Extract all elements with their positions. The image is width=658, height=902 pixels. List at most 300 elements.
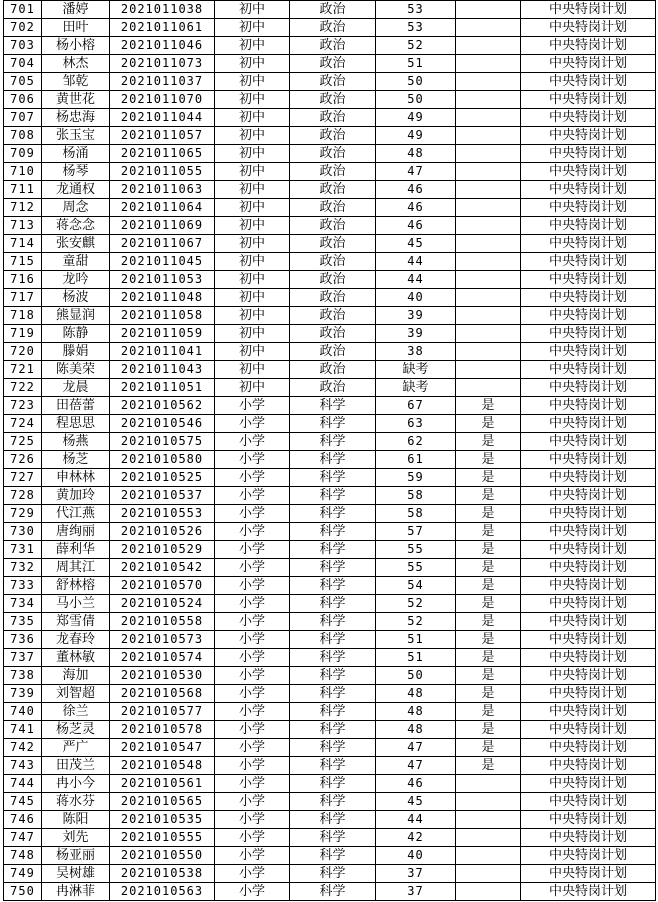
subject-cell: 政治 <box>290 361 376 379</box>
program-cell: 中央特岗计划 <box>521 649 656 667</box>
table-row <box>4 559 656 577</box>
qualified-cell <box>456 55 521 73</box>
level-cell: 小学 <box>215 739 290 757</box>
qualified-cell <box>456 811 521 829</box>
exam-id-cell: 2021011057 <box>110 127 215 145</box>
level-cell: 小学 <box>215 811 290 829</box>
qualified-cell <box>456 91 521 109</box>
qualified-cell <box>456 847 521 865</box>
exam-id-cell: 2021011038 <box>110 1 215 19</box>
name-cell: 程思思 <box>42 415 110 433</box>
subject-cell: 政治 <box>290 37 376 55</box>
qualified-cell: 是 <box>456 595 521 613</box>
name-cell: 杨小榕 <box>42 37 110 55</box>
program-cell: 中央特岗计划 <box>521 199 656 217</box>
level-cell: 小学 <box>215 505 290 523</box>
qualified-cell: 是 <box>456 433 521 451</box>
name-cell: 杨芝灵 <box>42 721 110 739</box>
score-cell: 51 <box>376 631 456 649</box>
exam-id-cell: 2021010537 <box>110 487 215 505</box>
exam-id-cell: 2021010538 <box>110 865 215 883</box>
name-cell: 杨琴 <box>42 163 110 181</box>
serial-cell: 730 <box>4 523 42 541</box>
subject-cell: 科学 <box>290 793 376 811</box>
exam-id-cell: 2021010573 <box>110 631 215 649</box>
level-cell: 小学 <box>215 451 290 469</box>
table-row <box>4 361 656 379</box>
level-cell: 初中 <box>215 253 290 271</box>
program-cell: 中央特岗计划 <box>521 667 656 685</box>
name-cell: 林杰 <box>42 55 110 73</box>
serial-cell: 705 <box>4 73 42 91</box>
score-cell: 62 <box>376 433 456 451</box>
level-cell: 小学 <box>215 433 290 451</box>
level-cell: 小学 <box>215 487 290 505</box>
qualified-cell: 是 <box>456 649 521 667</box>
subject-cell: 政治 <box>290 145 376 163</box>
serial-cell: 722 <box>4 379 42 397</box>
exam-id-cell: 2021010524 <box>110 595 215 613</box>
subject-cell: 科学 <box>290 865 376 883</box>
qualified-cell <box>456 163 521 181</box>
table-row <box>4 109 656 127</box>
program-cell: 中央特岗计划 <box>521 595 656 613</box>
level-cell: 小学 <box>215 631 290 649</box>
table-row <box>4 253 656 271</box>
program-cell: 中央特岗计划 <box>521 271 656 289</box>
score-cell: 44 <box>376 271 456 289</box>
level-cell: 初中 <box>215 1 290 19</box>
serial-cell: 702 <box>4 19 42 37</box>
program-cell: 中央特岗计划 <box>521 739 656 757</box>
level-cell: 小学 <box>215 541 290 559</box>
subject-cell: 科学 <box>290 469 376 487</box>
score-cell: 50 <box>376 91 456 109</box>
score-cell: 50 <box>376 667 456 685</box>
exam-id-cell: 2021011046 <box>110 37 215 55</box>
exam-id-cell: 2021010561 <box>110 775 215 793</box>
exam-id-cell: 2021010562 <box>110 397 215 415</box>
name-cell: 张玉宝 <box>42 127 110 145</box>
serial-cell: 711 <box>4 181 42 199</box>
name-cell: 龙春玲 <box>42 631 110 649</box>
serial-cell: 708 <box>4 127 42 145</box>
serial-cell: 745 <box>4 793 42 811</box>
level-cell: 初中 <box>215 379 290 397</box>
level-cell: 初中 <box>215 289 290 307</box>
serial-cell: 742 <box>4 739 42 757</box>
table-row <box>4 37 656 55</box>
table-row <box>4 181 656 199</box>
qualified-cell <box>456 199 521 217</box>
serial-cell: 746 <box>4 811 42 829</box>
score-cell: 47 <box>376 739 456 757</box>
table-row <box>4 307 656 325</box>
table-row <box>4 505 656 523</box>
name-cell: 陈美荣 <box>42 361 110 379</box>
exam-id-cell: 2021010546 <box>110 415 215 433</box>
score-cell: 67 <box>376 397 456 415</box>
subject-cell: 科学 <box>290 829 376 847</box>
exam-id-cell: 2021011058 <box>110 307 215 325</box>
serial-cell: 725 <box>4 433 42 451</box>
table-row <box>4 577 656 595</box>
level-cell: 小学 <box>215 523 290 541</box>
subject-cell: 政治 <box>290 289 376 307</box>
program-cell: 中央特岗计划 <box>521 235 656 253</box>
level-cell: 初中 <box>215 91 290 109</box>
level-cell: 小学 <box>215 883 290 901</box>
exam-id-cell: 2021010550 <box>110 847 215 865</box>
level-cell: 初中 <box>215 145 290 163</box>
name-cell: 龙通权 <box>42 181 110 199</box>
table-row <box>4 631 656 649</box>
name-cell: 郑雪倩 <box>42 613 110 631</box>
level-cell: 小学 <box>215 703 290 721</box>
level-cell: 小学 <box>215 829 290 847</box>
level-cell: 初中 <box>215 217 290 235</box>
subject-cell: 政治 <box>290 19 376 37</box>
score-cell: 63 <box>376 415 456 433</box>
level-cell: 小学 <box>215 847 290 865</box>
score-cell: 57 <box>376 523 456 541</box>
name-cell: 吴树雄 <box>42 865 110 883</box>
program-cell: 中央特岗计划 <box>521 253 656 271</box>
exam-id-cell: 2021010555 <box>110 829 215 847</box>
subject-cell: 科学 <box>290 757 376 775</box>
subject-cell: 政治 <box>290 379 376 397</box>
program-cell: 中央特岗计划 <box>521 181 656 199</box>
level-cell: 小学 <box>215 757 290 775</box>
qualified-cell: 是 <box>456 577 521 595</box>
table-row <box>4 883 656 901</box>
serial-cell: 703 <box>4 37 42 55</box>
program-cell: 中央特岗计划 <box>521 451 656 469</box>
serial-cell: 716 <box>4 271 42 289</box>
program-cell: 中央特岗计划 <box>521 91 656 109</box>
qualified-cell: 是 <box>456 505 521 523</box>
program-cell: 中央特岗计划 <box>521 1 656 19</box>
qualified-cell <box>456 127 521 145</box>
serial-cell: 717 <box>4 289 42 307</box>
program-cell: 中央特岗计划 <box>521 109 656 127</box>
name-cell: 蒋念念 <box>42 217 110 235</box>
subject-cell: 科学 <box>290 739 376 757</box>
program-cell: 中央特岗计划 <box>521 325 656 343</box>
exam-id-cell: 2021011037 <box>110 73 215 91</box>
qualified-cell: 是 <box>456 757 521 775</box>
score-cell: 52 <box>376 613 456 631</box>
score-cell: 40 <box>376 289 456 307</box>
name-cell: 黄世花 <box>42 91 110 109</box>
qualified-cell <box>456 109 521 127</box>
name-cell: 徐兰 <box>42 703 110 721</box>
level-cell: 初中 <box>215 307 290 325</box>
level-cell: 初中 <box>215 55 290 73</box>
exam-id-cell: 2021010563 <box>110 883 215 901</box>
name-cell: 杨忠海 <box>42 109 110 127</box>
score-cell: 39 <box>376 307 456 325</box>
level-cell: 小学 <box>215 865 290 883</box>
qualified-cell <box>456 217 521 235</box>
level-cell: 小学 <box>215 397 290 415</box>
qualified-cell <box>456 73 521 91</box>
name-cell: 黄加玲 <box>42 487 110 505</box>
program-cell: 中央特岗计划 <box>521 415 656 433</box>
name-cell: 杨波 <box>42 289 110 307</box>
subject-cell: 政治 <box>290 235 376 253</box>
table-row <box>4 235 656 253</box>
table-row <box>4 595 656 613</box>
serial-cell: 706 <box>4 91 42 109</box>
score-cell: 46 <box>376 217 456 235</box>
subject-cell: 政治 <box>290 217 376 235</box>
program-cell: 中央特岗计划 <box>521 505 656 523</box>
score-cell: 48 <box>376 721 456 739</box>
table-row <box>4 343 656 361</box>
name-cell: 杨涌 <box>42 145 110 163</box>
exam-id-cell: 2021011043 <box>110 361 215 379</box>
name-cell: 杨芝 <box>42 451 110 469</box>
name-cell: 田叶 <box>42 19 110 37</box>
subject-cell: 科学 <box>290 451 376 469</box>
level-cell: 小学 <box>215 667 290 685</box>
serial-cell: 729 <box>4 505 42 523</box>
subject-cell: 科学 <box>290 577 376 595</box>
subject-cell: 科学 <box>290 883 376 901</box>
score-cell: 44 <box>376 811 456 829</box>
subject-cell: 政治 <box>290 73 376 91</box>
level-cell: 初中 <box>215 163 290 181</box>
exam-id-cell: 2021010568 <box>110 685 215 703</box>
exam-id-cell: 2021011044 <box>110 109 215 127</box>
table-row <box>4 163 656 181</box>
name-cell: 唐绚丽 <box>42 523 110 541</box>
serial-cell: 749 <box>4 865 42 883</box>
program-cell: 中央特岗计划 <box>521 145 656 163</box>
program-cell: 中央特岗计划 <box>521 721 656 739</box>
score-cell: 48 <box>376 703 456 721</box>
serial-cell: 741 <box>4 721 42 739</box>
program-cell: 中央特岗计划 <box>521 19 656 37</box>
name-cell: 刘智超 <box>42 685 110 703</box>
serial-cell: 709 <box>4 145 42 163</box>
qualified-cell <box>456 325 521 343</box>
level-cell: 初中 <box>215 325 290 343</box>
name-cell: 田蓓蕾 <box>42 397 110 415</box>
name-cell: 申林林 <box>42 469 110 487</box>
qualified-cell: 是 <box>456 451 521 469</box>
qualified-cell: 是 <box>456 487 521 505</box>
table-row <box>4 91 656 109</box>
subject-cell: 科学 <box>290 613 376 631</box>
serial-cell: 747 <box>4 829 42 847</box>
table-row <box>4 271 656 289</box>
exam-id-cell: 2021011041 <box>110 343 215 361</box>
score-cell: 37 <box>376 883 456 901</box>
table-row <box>4 217 656 235</box>
subject-cell: 政治 <box>290 343 376 361</box>
serial-cell: 733 <box>4 577 42 595</box>
level-cell: 初中 <box>215 235 290 253</box>
program-cell: 中央特岗计划 <box>521 55 656 73</box>
subject-cell: 政治 <box>290 109 376 127</box>
serial-cell: 735 <box>4 613 42 631</box>
level-cell: 小学 <box>215 577 290 595</box>
table-row <box>4 793 656 811</box>
name-cell: 薛利华 <box>42 541 110 559</box>
name-cell: 周念 <box>42 199 110 217</box>
score-cell: 51 <box>376 55 456 73</box>
score-cell: 44 <box>376 253 456 271</box>
qualified-cell: 是 <box>456 703 521 721</box>
table-row <box>4 127 656 145</box>
subject-cell: 政治 <box>290 91 376 109</box>
level-cell: 初中 <box>215 73 290 91</box>
exam-id-cell: 2021010529 <box>110 541 215 559</box>
table-row <box>4 145 656 163</box>
program-cell: 中央特岗计划 <box>521 361 656 379</box>
score-cell: 缺考 <box>376 361 456 379</box>
qualified-cell <box>456 865 521 883</box>
subject-cell: 科学 <box>290 721 376 739</box>
subject-cell: 科学 <box>290 847 376 865</box>
table-row <box>4 703 656 721</box>
table-row <box>4 775 656 793</box>
name-cell: 冉小今 <box>42 775 110 793</box>
qualified-cell <box>456 271 521 289</box>
serial-cell: 726 <box>4 451 42 469</box>
exam-id-cell: 2021011045 <box>110 253 215 271</box>
level-cell: 小学 <box>215 775 290 793</box>
level-cell: 小学 <box>215 685 290 703</box>
name-cell: 龙吟 <box>42 271 110 289</box>
serial-cell: 713 <box>4 217 42 235</box>
program-cell: 中央特岗计划 <box>521 487 656 505</box>
level-cell: 初中 <box>215 199 290 217</box>
table-row <box>4 1 656 19</box>
table-row <box>4 667 656 685</box>
name-cell: 潘婷 <box>42 1 110 19</box>
score-cell: 47 <box>376 757 456 775</box>
program-cell: 中央特岗计划 <box>521 631 656 649</box>
name-cell: 舒林榕 <box>42 577 110 595</box>
exam-id-cell: 2021010547 <box>110 739 215 757</box>
score-cell: 51 <box>376 649 456 667</box>
subject-cell: 科学 <box>290 397 376 415</box>
score-cell: 37 <box>376 865 456 883</box>
table-row <box>4 19 656 37</box>
score-cell: 39 <box>376 325 456 343</box>
program-cell: 中央特岗计划 <box>521 289 656 307</box>
exam-id-cell: 2021011048 <box>110 289 215 307</box>
qualified-cell: 是 <box>456 415 521 433</box>
serial-cell: 718 <box>4 307 42 325</box>
program-cell: 中央特岗计划 <box>521 703 656 721</box>
name-cell: 张安麒 <box>42 235 110 253</box>
name-cell: 田茂兰 <box>42 757 110 775</box>
table-row <box>4 613 656 631</box>
serial-cell: 723 <box>4 397 42 415</box>
score-cell: 47 <box>376 163 456 181</box>
exam-id-cell: 2021010570 <box>110 577 215 595</box>
name-cell: 冉淋菲 <box>42 883 110 901</box>
serial-cell: 739 <box>4 685 42 703</box>
program-cell: 中央特岗计划 <box>521 793 656 811</box>
table-row <box>4 55 656 73</box>
subject-cell: 科学 <box>290 505 376 523</box>
qualified-cell <box>456 37 521 55</box>
exam-id-cell: 2021011067 <box>110 235 215 253</box>
serial-cell: 737 <box>4 649 42 667</box>
score-cell: 45 <box>376 793 456 811</box>
level-cell: 初中 <box>215 127 290 145</box>
serial-cell: 743 <box>4 757 42 775</box>
serial-cell: 736 <box>4 631 42 649</box>
score-cell: 缺考 <box>376 379 456 397</box>
score-cell: 55 <box>376 559 456 577</box>
exam-id-cell: 2021010548 <box>110 757 215 775</box>
subject-cell: 科学 <box>290 433 376 451</box>
program-cell: 中央特岗计划 <box>521 847 656 865</box>
program-cell: 中央特岗计划 <box>521 559 656 577</box>
exam-id-cell: 2021010530 <box>110 667 215 685</box>
score-cell: 48 <box>376 145 456 163</box>
subject-cell: 政治 <box>290 199 376 217</box>
qualified-cell <box>456 343 521 361</box>
table-row <box>4 487 656 505</box>
qualified-cell <box>456 775 521 793</box>
serial-cell: 715 <box>4 253 42 271</box>
table-row <box>4 865 656 883</box>
score-cell: 54 <box>376 577 456 595</box>
qualified-cell <box>456 145 521 163</box>
program-cell: 中央特岗计划 <box>521 811 656 829</box>
subject-cell: 科学 <box>290 631 376 649</box>
serial-cell: 721 <box>4 361 42 379</box>
qualified-cell <box>456 181 521 199</box>
serial-cell: 738 <box>4 667 42 685</box>
subject-cell: 科学 <box>290 559 376 577</box>
qualified-cell: 是 <box>456 739 521 757</box>
results-table-body <box>4 1 656 901</box>
qualified-cell: 是 <box>456 631 521 649</box>
level-cell: 小学 <box>215 559 290 577</box>
exam-id-cell: 2021011070 <box>110 91 215 109</box>
table-row <box>4 397 656 415</box>
score-cell: 58 <box>376 487 456 505</box>
score-cell: 53 <box>376 19 456 37</box>
level-cell: 初中 <box>215 343 290 361</box>
score-cell: 46 <box>376 181 456 199</box>
level-cell: 小学 <box>215 613 290 631</box>
serial-cell: 740 <box>4 703 42 721</box>
level-cell: 小学 <box>215 595 290 613</box>
table-row <box>4 541 656 559</box>
level-cell: 初中 <box>215 271 290 289</box>
serial-cell: 720 <box>4 343 42 361</box>
subject-cell: 政治 <box>290 55 376 73</box>
program-cell: 中央特岗计划 <box>521 73 656 91</box>
qualified-cell: 是 <box>456 721 521 739</box>
level-cell: 小学 <box>215 469 290 487</box>
name-cell: 龙晨 <box>42 379 110 397</box>
serial-cell: 748 <box>4 847 42 865</box>
program-cell: 中央特岗计划 <box>521 433 656 451</box>
table-row <box>4 811 656 829</box>
exam-id-cell: 2021010577 <box>110 703 215 721</box>
score-cell: 42 <box>376 829 456 847</box>
